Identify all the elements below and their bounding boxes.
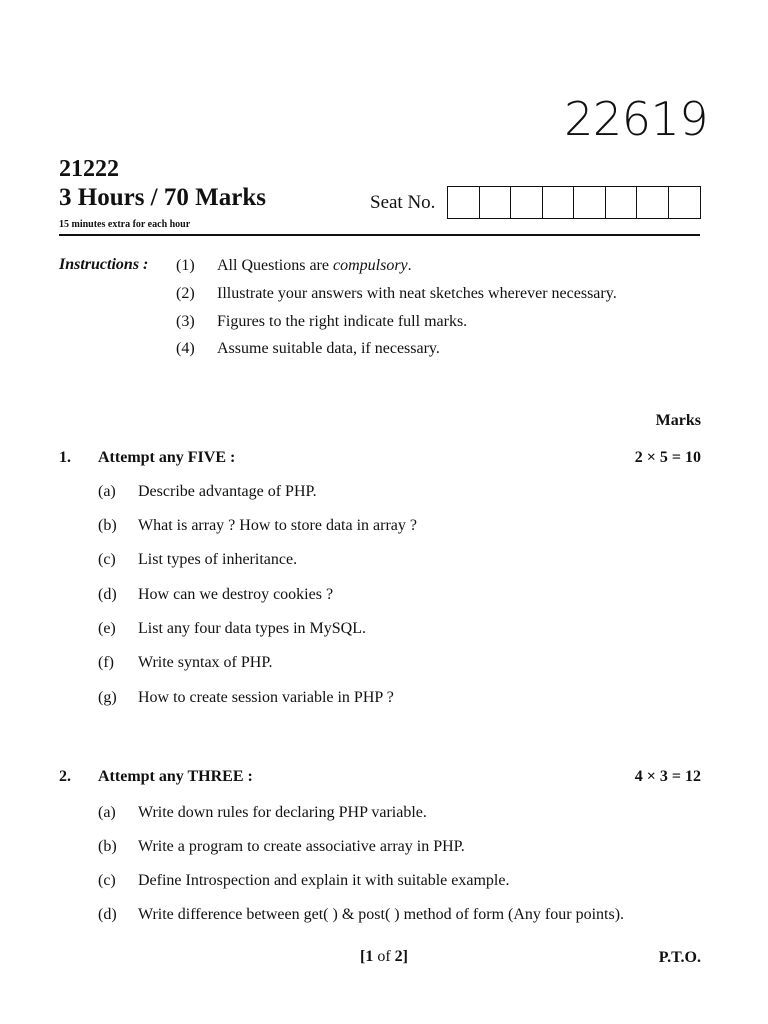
duration-marks: 3 Hours / 70 Marks bbox=[59, 184, 266, 211]
sub-question-label: (c) bbox=[98, 551, 116, 568]
please-turn-over: P.T.O. bbox=[658, 949, 701, 966]
instruction-number: (3) bbox=[176, 313, 195, 330]
question-marks: 2 × 5 = 10 bbox=[634, 449, 701, 466]
instruction-text: Illustrate your answers with neat sketches wherever necessary. bbox=[217, 285, 617, 302]
sub-question-label: (f) bbox=[98, 654, 114, 671]
question-number: 2. bbox=[59, 768, 71, 785]
sub-question-text: Write a program to create associative array in PHP. bbox=[138, 838, 465, 855]
sub-question-label: (b) bbox=[98, 838, 117, 855]
seat-box bbox=[480, 187, 512, 218]
sub-question bbox=[98, 838, 465, 856]
sub-question-label: (c) bbox=[98, 872, 116, 889]
sub-question bbox=[98, 872, 509, 890]
sub-question-text: List types of inheritance. bbox=[138, 551, 298, 568]
instruction-number: (1) bbox=[176, 257, 195, 274]
sub-question bbox=[98, 906, 624, 924]
instruction-item bbox=[176, 285, 617, 303]
seat-number-label: Seat No. bbox=[370, 192, 436, 213]
header-divider bbox=[59, 234, 700, 236]
sub-question-text: Write difference between get( ) & post( ) method of form (Any four points). bbox=[138, 906, 625, 923]
seat-box bbox=[574, 187, 606, 218]
sub-question bbox=[98, 689, 394, 707]
question-number: 1. bbox=[59, 449, 71, 466]
sub-question-text: Define Introspection and explain it with suitable example. bbox=[138, 872, 510, 889]
seat-box bbox=[637, 187, 669, 218]
question-marks: 4 × 3 = 12 bbox=[634, 768, 701, 785]
sub-question bbox=[98, 586, 333, 604]
sub-question-label: (a) bbox=[98, 483, 116, 500]
page-number: [1 of 2] bbox=[360, 948, 408, 965]
seat-box bbox=[669, 187, 701, 218]
instruction-text: All Questions are compulsory. bbox=[217, 257, 412, 274]
seat-box bbox=[606, 187, 638, 218]
sub-question-text: List any four data types in MySQL. bbox=[138, 620, 366, 637]
question-title: Attempt any THREE : bbox=[98, 768, 253, 785]
instruction-number: (4) bbox=[176, 340, 195, 357]
instructions-heading: Instructions : bbox=[59, 256, 149, 273]
marks-column-heading: Marks bbox=[655, 412, 701, 429]
seat-number-boxes bbox=[447, 186, 701, 219]
paper-code: 22619 bbox=[564, 92, 708, 146]
instruction-item bbox=[176, 313, 467, 331]
seat-box bbox=[448, 187, 480, 218]
seat-box bbox=[543, 187, 575, 218]
sub-question-text: What is array ? How to store data in array ? bbox=[138, 517, 417, 534]
seat-box bbox=[511, 187, 543, 218]
sub-question-label: (e) bbox=[98, 620, 116, 637]
sub-question bbox=[98, 804, 427, 822]
sub-question bbox=[98, 654, 272, 672]
sub-question bbox=[98, 517, 417, 535]
instruction-text: Figures to the right indicate full marks. bbox=[217, 313, 468, 330]
instruction-item bbox=[176, 340, 440, 358]
sub-question bbox=[98, 620, 366, 638]
sub-question-text: Write syntax of PHP. bbox=[138, 654, 273, 671]
sub-question-label: (d) bbox=[98, 586, 117, 603]
sub-question-label: (b) bbox=[98, 517, 117, 534]
sub-question-label: (a) bbox=[98, 804, 116, 821]
sub-question-text: Write down rules for declaring PHP variable. bbox=[138, 804, 427, 821]
instruction-number: (2) bbox=[176, 285, 195, 302]
sub-question-label: (d) bbox=[98, 906, 117, 923]
question-title: Attempt any FIVE : bbox=[98, 449, 236, 466]
sub-question-text: How to create session variable in PHP ? bbox=[138, 689, 394, 706]
sub-question-label: (g) bbox=[98, 689, 117, 706]
instruction-text: Assume suitable data, if necessary. bbox=[217, 340, 440, 357]
instruction-item bbox=[176, 257, 412, 275]
extra-time-note: 15 minutes extra for each hour bbox=[59, 219, 191, 230]
sub-question bbox=[98, 551, 297, 569]
sub-question-text: Describe advantage of PHP. bbox=[138, 483, 317, 500]
sub-question-text: How can we destroy cookies ? bbox=[138, 586, 334, 603]
exam-code: 21222 bbox=[59, 156, 119, 182]
sub-question bbox=[98, 483, 317, 501]
